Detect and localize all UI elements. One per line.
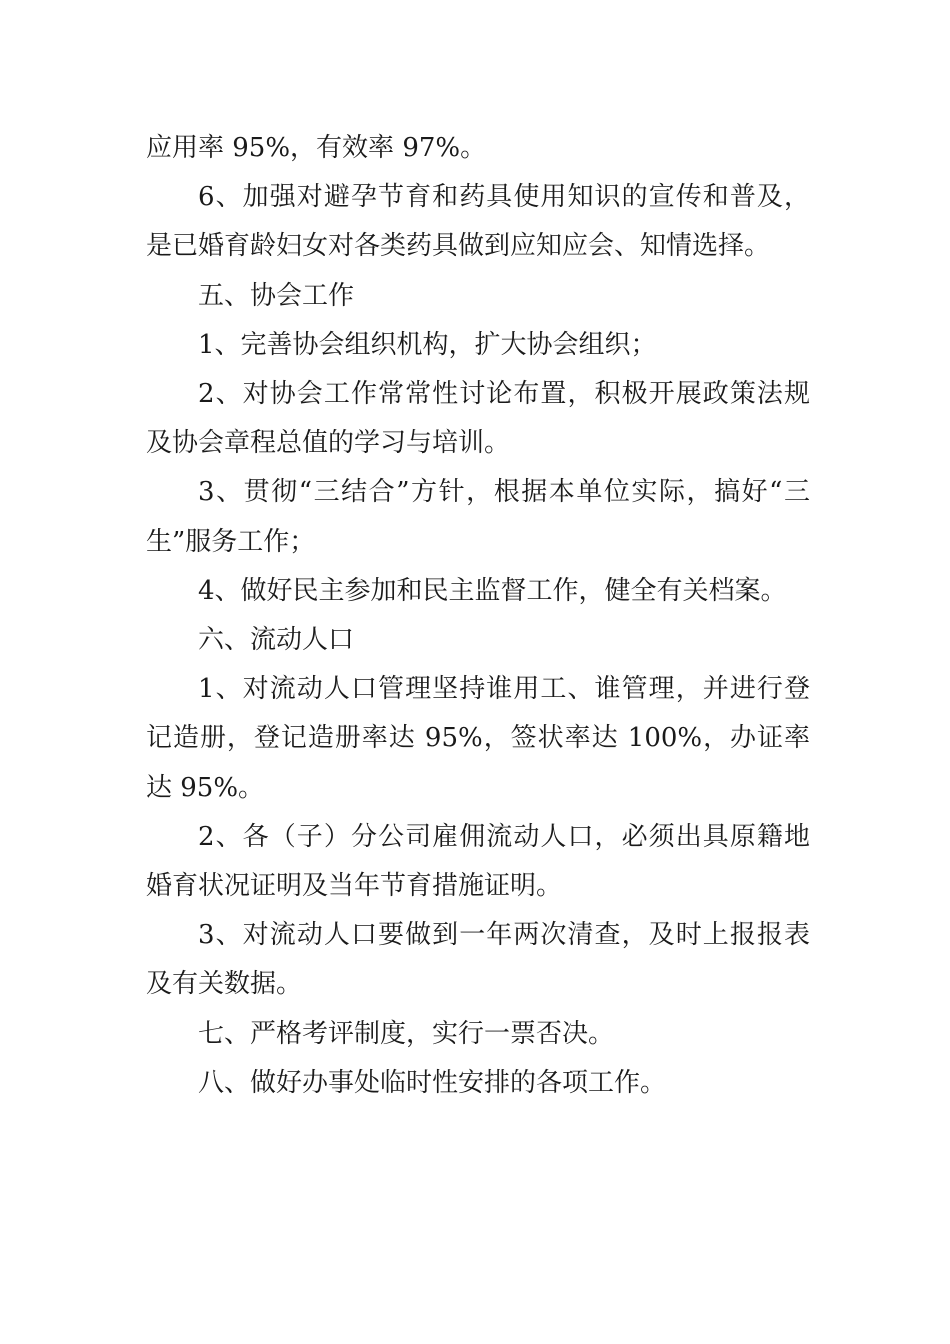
paragraph-item-5-4: 4、做好民主参加和民主监督工作，健全有关档案。 [198,575,787,606]
section-heading-7: 七、严格考评制度，实行一票否决。 [198,1018,615,1049]
paragraph-item-6: 6、加强对避孕节育和药具使用知识的宣传和普及，是已婚育龄妇女对各类药具做到应知应会、知情选择。 [146,182,810,262]
section-heading-6: 六、流动人口 [198,625,355,656]
paragraph-item-6-2: 2、各（子）分公司雇佣流动人口，必须出具原籍地婚育状况证明及当年节育措施证明。 [146,821,810,902]
paragraph-continuation: 应用率 95%，有效率 97%。 [146,133,487,163]
document-page [146,124,810,1108]
paragraph-item-5-1: 1、完善协会组织机构，扩大协会组织； [198,329,657,360]
paragraph-item-6-1: 1、对流动人口管理坚持谁用工、谁管理，并进行登记造册，登记造册率达 95%，签状率达 100%，办证率达 95%。 [146,674,810,803]
paragraph-item-5-2: 2、对协会工作常常性讨论布置，积极开展政策法规及协会章程总值的学习与培训。 [146,379,810,459]
section-heading-8: 八、做好办事处临时性安排的各项工作。 [198,1067,667,1098]
section-heading-5: 五、协会工作 [198,280,355,311]
paragraph-item-6-3: 3、对流动人口要做到一年两次清查，及时上报报表及有关数据。 [146,920,810,1000]
paragraph-item-5-3: 3、贯彻“三结合”方针，根据本单位实际，搞好“三生”服务工作； [146,477,810,557]
